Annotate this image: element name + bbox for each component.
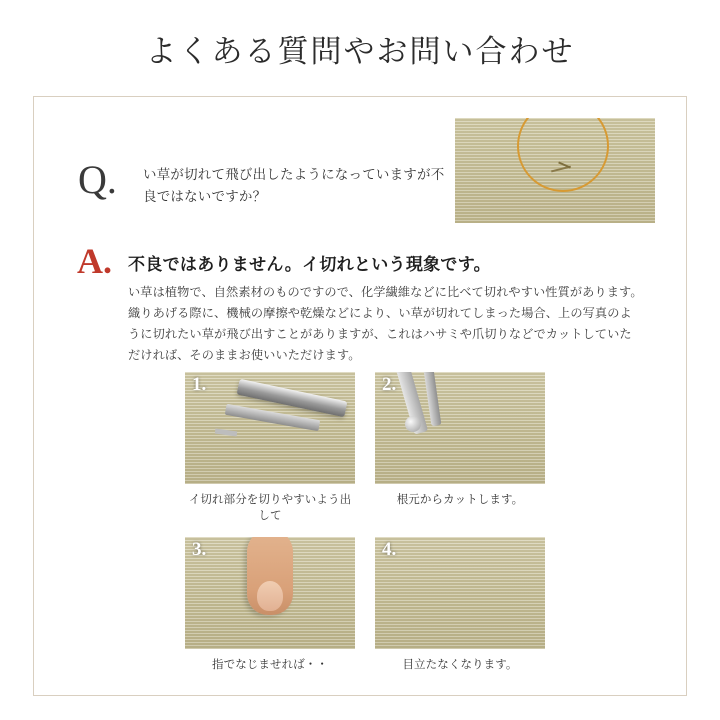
step-photo-1 — [185, 372, 355, 484]
row-divider — [185, 523, 545, 537]
step-number: 1. — [192, 374, 207, 395]
steps-row-2 — [185, 537, 545, 672]
nail-clipper-lever-icon — [423, 372, 442, 426]
steps-row-1 — [185, 372, 545, 523]
answer-body-text: い草は植物で、自然素材のものですので、化学繊維などに比べて切れやすい性質があります。織りあげる際に、機械の摩擦や乾燥などにより、い草が切れてしまった場合、上の写真のように切れたい草が飛び出すことがありますが、これはハサミや爪切りなどでカットしていただければ、そのままお使いいただけます。 — [128, 285, 643, 362]
answer-headline: 不良ではありません。イ切れという現象です。 — [128, 255, 491, 274]
content-inner — [55, 110, 665, 682]
step-photo-2 — [375, 372, 545, 484]
step-item — [185, 537, 355, 672]
step-caption: 目立たなくなります。 — [402, 659, 518, 671]
step-caption: 指でなじませれば・・ — [212, 659, 328, 671]
step-photo-3 — [185, 537, 355, 649]
nail-clipper-tip-icon — [215, 428, 237, 436]
step-number: 2. — [382, 374, 397, 395]
step-photo-4 — [375, 537, 545, 649]
fingernail-icon — [257, 581, 283, 611]
page-title: よくある質問やお問い合わせ — [145, 34, 575, 69]
nail-clipper-pivot-icon — [405, 416, 421, 432]
step-number: 3. — [192, 539, 207, 560]
step-number: 4. — [382, 539, 397, 560]
question-photo — [455, 118, 655, 223]
step-item — [375, 537, 545, 672]
step-caption: 根元からカットします。 — [396, 494, 524, 506]
highlight-circle — [517, 118, 609, 192]
step-item — [185, 372, 355, 523]
step-item — [375, 372, 545, 523]
steps-gallery — [185, 372, 545, 672]
question-mark-letter: Q. — [78, 157, 117, 202]
answer-mark-letter: A. — [77, 241, 112, 281]
question-text: い草が切れて飛び出したようになっていますが不良ではないですか？ — [143, 167, 445, 204]
step-caption: イ切れ部分を切りやすいよう出して — [188, 494, 352, 522]
